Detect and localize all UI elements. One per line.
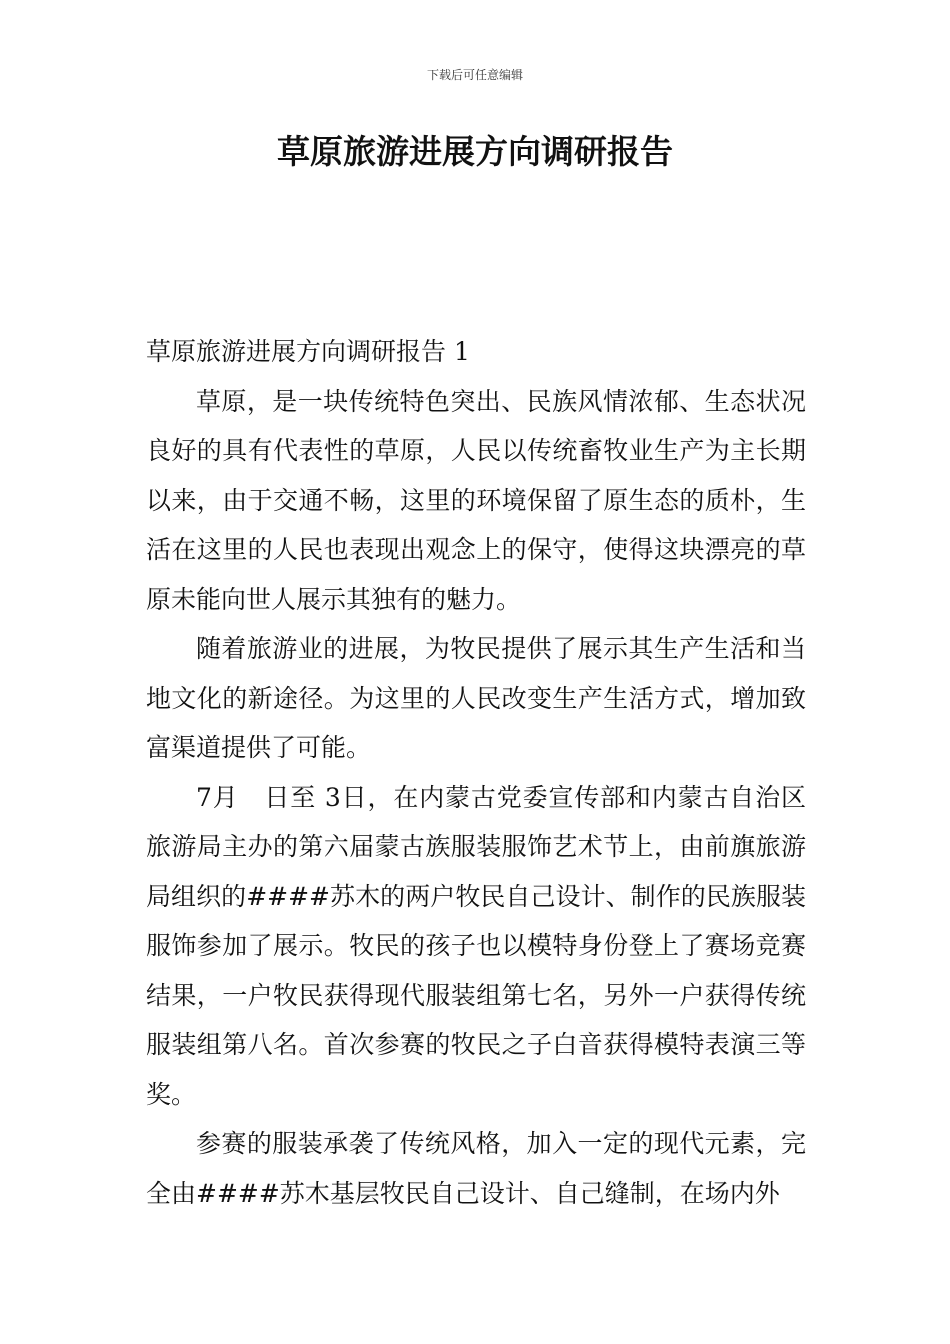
paragraph-3: 7月 日至 3日，在内蒙古党委宣传部和内蒙古自治区旅游局主办的第六届蒙古族服装服饰艺术节上，由前旗旅游局组织的####苏木的两户牧民自己设计、制作的民族服装服饰参加了展示。牧民的孩子也以模特身份登上了赛场竞赛结果，一户牧民获得现代服装组第七名，另外一户获得传统服装组第八名。首次参赛的牧民之子白音获得模特表演三等奖。 [146,782,806,1109]
document-title: 草原旅游进展方向调研报告 [277,132,673,171]
section-heading: 草原旅游进展方向调研报告 1 [146,337,470,366]
paragraph-1: 草原，是一块传统特色突出、民族风情浓郁、生态状况良好的具有代表性的草原，人民以传统畜牧业生产为主长期以来，由于交通不畅，这里的环境保留了原生态的质朴，生活在这里的人民也表现出观念上的保守，使得这块漂亮的草原未能向世人展示其独有的魅力。 [146,386,806,614]
document-body [146,327,806,1218]
paragraph-2: 随着旅游业的进展，为牧民提供了展示其生产生活和当地文化的新途径。为这里的人民改变生产生活方式，增加致富渠道提供了可能。 [146,634,806,762]
paragraph-4: 参赛的服装承袭了传统风格，加入一定的现代元素，完全由####苏木基层牧民自己设计、自己缝制，在场内外 [146,1129,806,1208]
page-header-note: 下载后可任意编辑 [426,68,523,82]
